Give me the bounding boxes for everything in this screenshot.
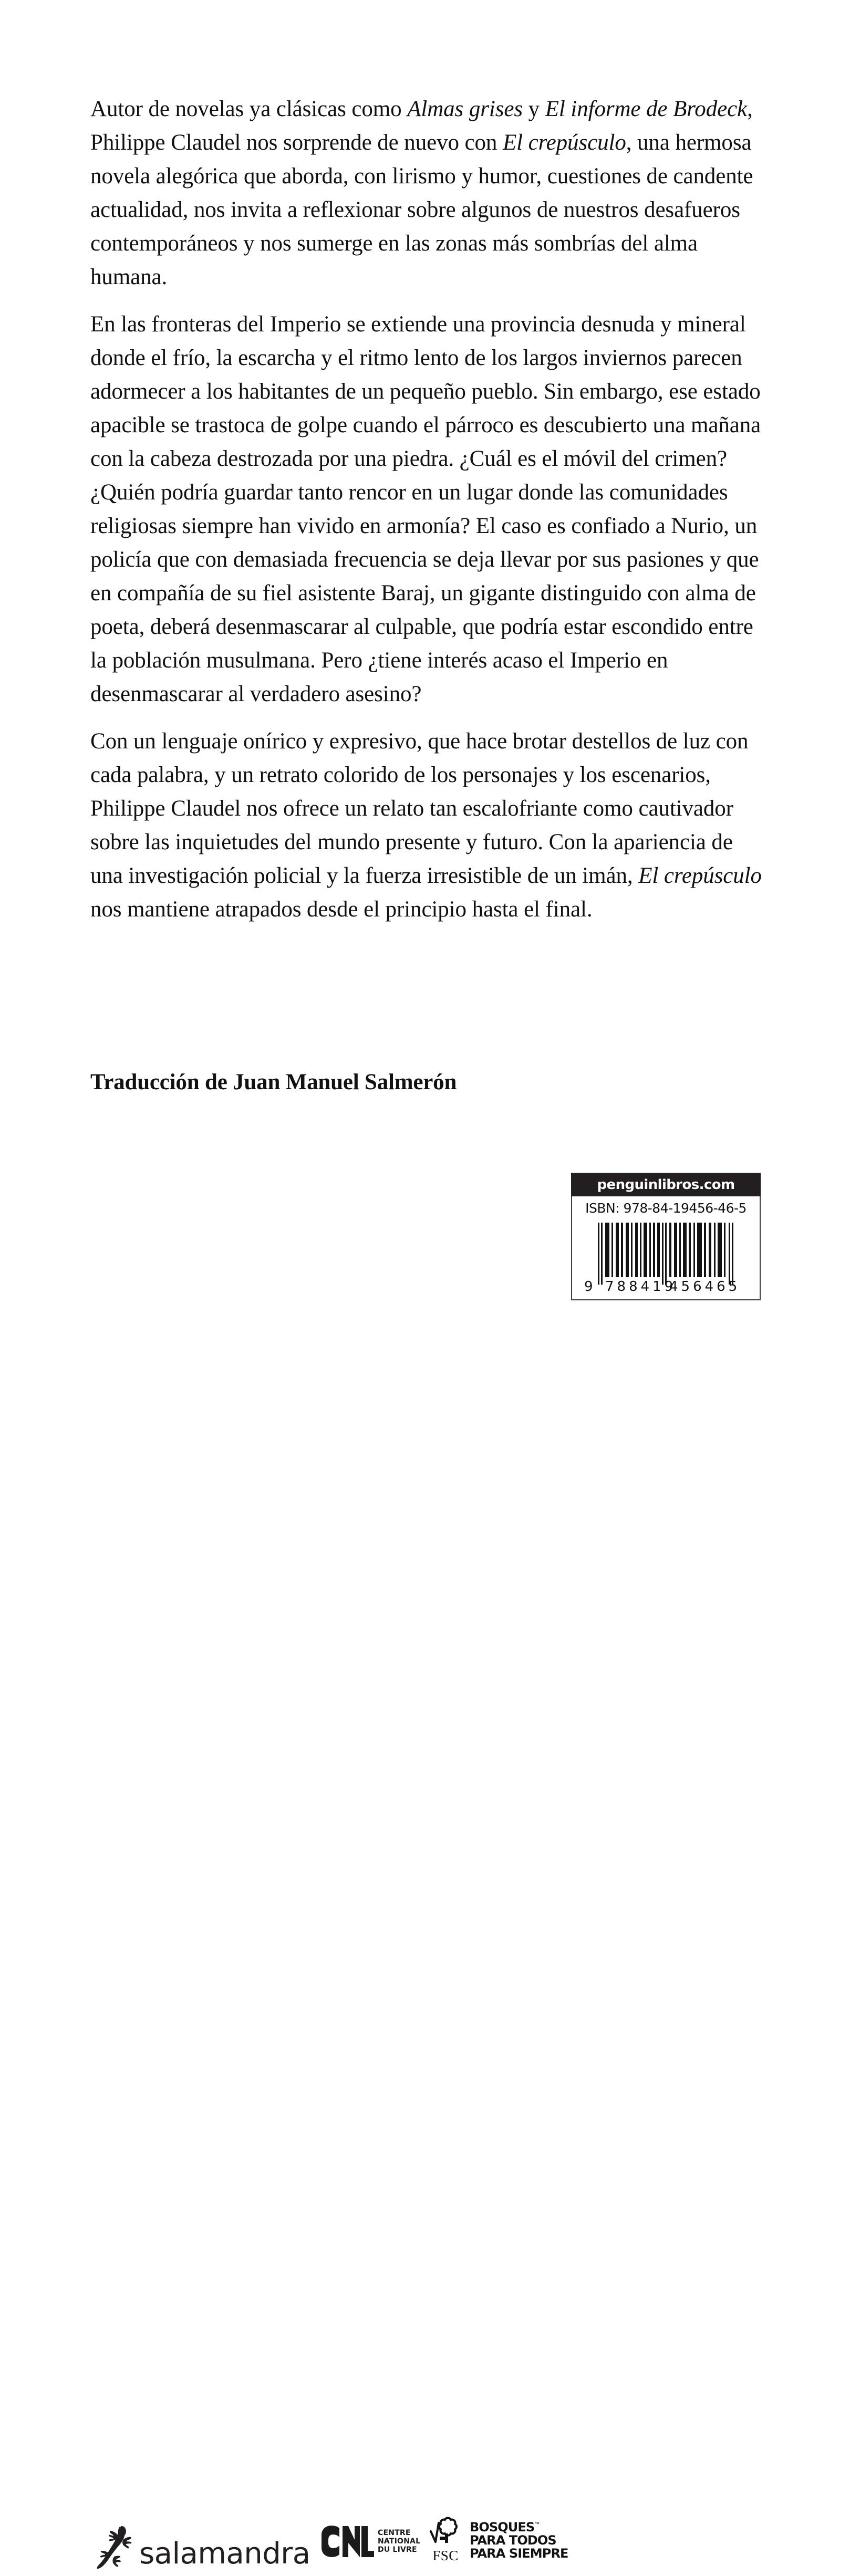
cnl-monogram-icon [315,2524,374,2559]
translator-credit: Traducción de Juan Manuel Salmerón [90,1070,457,1094]
svg-text:788419: 788419 [605,1279,676,1295]
blurb-paragraph-2 [90,308,763,711]
text-run: y [522,97,545,121]
text-run: , una hermosa novela alegórica que aborda, con lirismo y humor, cuestiones de candente actualidad, nos invita a reflexionar sobre algunos de nuestros desafueros contemporáneos y nos sumerge en las zonas más sombrías del alma humana. [90,130,753,289]
cnl-caption [378,2529,420,2554]
salamandra-wordmark: salamandra [139,2537,310,2571]
penguinlibros-url: penguinlibros.com [597,1176,735,1193]
blurb-text-block [90,92,763,926]
text-run: nos mantiene atrapados desde el principio hasta el final. [90,897,593,922]
italic-title-run: Almas grises [407,97,523,121]
italic-title-run: El crepúsculo [638,863,762,888]
text-run: Autor de novelas ya clásicas como [90,97,408,121]
text-run: En las fronteras del Imperio se extiende una provincia desnuda y mineral donde el frío, la escarcha y el ritmo lento de los largos inviernos parecen adormecer a los habitantes de un pequeño pueblo. Sin embargo, ese estado apacible se trastoca de golpe cuando el párroco es descubierto una mañana con la cabeza destrozada por una piedra. ¿Cuál es el móvil del crimen? ¿Quién podría guardar tanto rencor en un lugar donde las comunidades religiosas siempre han vivido en armonía? El caso es confiado a Nurio, un policía que con demasiada frecuencia se deja llevar por sus pasiones y que en compañía de su fiel asistente Baraj, un gigante distinguido con alma de poeta, deberá desenmascarar al culpable, que podría estar escondido entre la población musulmana. Pero ¿tiene interés acaso el Imperio en desenmascarar al verdadero asesino? [90,312,761,706]
text-run: , Philippe Claudel nos sorprende de nuevo con [90,97,753,155]
cnl-line-3: DU LIVRE [378,2546,417,2554]
fsc-logo [427,2516,568,2563]
fsc-trademark-symbol: ™ [534,2521,541,2528]
cnl-line-1: CENTRE [378,2529,411,2537]
publisher-logo-salamandra [96,2518,310,2576]
penguinlibros-banner[interactable] [571,1173,761,1196]
salamander-icon [96,2523,137,2576]
italic-title-run: El informe de Brodeck [545,97,748,121]
fsc-slogan-line-2: PARA TODOS [470,2533,556,2548]
svg-text:456465: 456465 [669,1279,740,1295]
isbn-text: ISBN: 978-84-19456-46-5 [585,1201,747,1216]
fsc-mark-group [427,2516,464,2563]
italic-title-run: El crepúsculo [502,130,626,155]
fsc-slogan [470,2518,568,2560]
fsc-tree-check-icon [428,2516,463,2548]
blurb-paragraph-1 [90,92,763,294]
text-run: Con un lenguaje onírico y expresivo, que hace brotar destellos de luz con cada palabra, y un retrato colorido de los personajes y los escenarios, Philippe Claudel nos ofrece un relato tan escalofriante como cautivador sobre las inquietudes del mundo presente y futuro. Con la apariencia de una investigación policial y la fuerza irresistible de un imán, [90,729,749,888]
cnl-logo [315,2524,420,2559]
fsc-slogan-line-3: PARA SIEMPRE [470,2546,568,2561]
svg-text:9: 9 [584,1279,593,1295]
fsc-abbreviation: FSC [432,2548,459,2563]
blurb-paragraph-3 [90,725,763,926]
logo-strip [0,1255,850,2571]
fsc-slogan-line-1 [470,2518,568,2534]
cnl-line-2: NATIONAL [378,2537,421,2546]
fsc-slogan-text-1: BOSQUES [470,2520,535,2535]
